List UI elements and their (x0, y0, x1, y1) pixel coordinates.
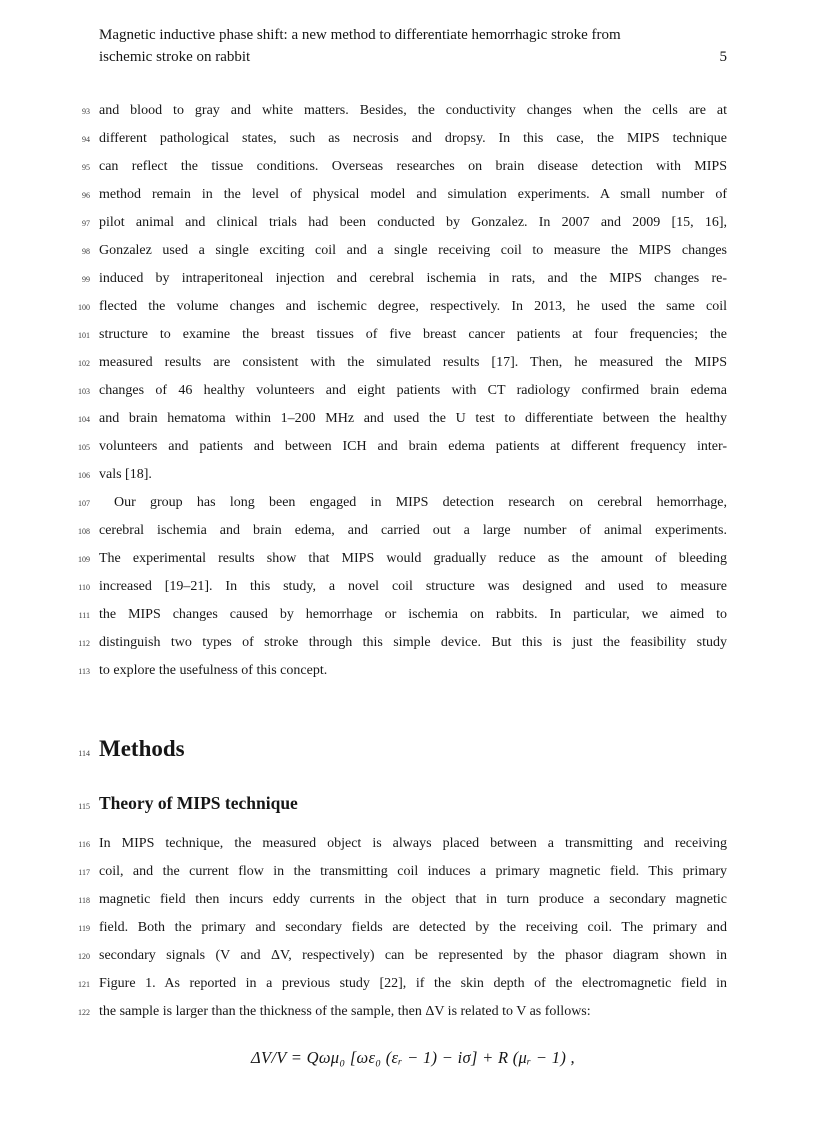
text-line (60, 517, 727, 545)
line-text: magnetic field then incurs eddy currents in the object that in turn produce a secondary magnetic (99, 892, 727, 907)
text-line (60, 601, 727, 629)
text-line (60, 998, 727, 1026)
text-line (60, 125, 727, 153)
line-number: 101 (78, 331, 90, 340)
line-text: Our group has long been engaged in MIPS detection research on cerebral hemorrhage, (114, 495, 727, 510)
text-line (60, 293, 727, 321)
text-line (60, 265, 727, 293)
line-text: can reflect the tissue conditions. Overseas researches on brain disease detection with MIPS (99, 159, 727, 174)
text-line (60, 433, 727, 461)
line-number: 118 (78, 896, 90, 905)
line-text: method remain in the level of physical model and simulation experiments. A small number of (99, 187, 727, 202)
line-number: 99 (82, 275, 90, 284)
text-line (60, 461, 727, 489)
text-line (60, 914, 727, 942)
line-text: coil, and the current flow in the transmitting coil induces a primary magnetic field. This primary (99, 864, 727, 879)
line-text: measured results are consistent with the simulated results [17]. Then, he measured the MIPS (99, 355, 727, 370)
line-number: 122 (78, 1008, 90, 1017)
line-text: In MIPS technique, the measured object is always placed between a transmitting and receiving (99, 836, 727, 851)
page-number: 5 (719, 49, 727, 65)
line-number: 119 (78, 924, 90, 933)
text-line (60, 573, 727, 601)
subsection-heading (60, 789, 727, 817)
line-number: 113 (78, 667, 90, 676)
text-line (60, 405, 727, 433)
line-number: 114 (78, 749, 90, 758)
text-line (60, 181, 727, 209)
text-line (60, 237, 727, 265)
heading-text: Methods (99, 736, 185, 761)
line-number: 93 (82, 107, 90, 116)
line-number: 107 (78, 499, 90, 508)
line-text: Figure 1. As reported in a previous study [22], if the skin depth of the electromagnetic field in (99, 976, 727, 991)
document-body (60, 97, 727, 1074)
line-text: and blood to gray and white matters. Besides, the conductivity changes when the cells are at (99, 103, 727, 118)
line-number: 117 (78, 868, 90, 877)
line-text: the sample is larger than the thickness of the sample, then ΔV is related to V as follows: (99, 1004, 591, 1019)
text-line (60, 858, 727, 886)
line-number: 94 (82, 135, 90, 144)
line-number: 115 (78, 802, 90, 811)
line-text: volunteers and patients and between ICH and brain edema patients at different frequency inter- (99, 439, 727, 454)
text-line (60, 97, 727, 125)
text-line (60, 545, 727, 573)
line-text: structure to examine the breast tissues of five breast cancer patients at four frequencies; the (99, 327, 727, 342)
line-number: 104 (78, 415, 90, 424)
running-header (99, 24, 727, 68)
line-number: 95 (82, 163, 90, 172)
line-text: different pathological states, such as necrosis and dropsy. In this case, the MIPS technique (99, 131, 727, 146)
line-text: the MIPS changes caused by hemorrhage or ischemia on rabbits. In particular, we aimed to (99, 607, 727, 622)
line-text: to explore the usefulness of this concept. (99, 663, 328, 678)
line-text: distinguish two types of stroke through this simple device. But this is just the feasibility study (99, 635, 727, 650)
line-text: increased [19–21]. In this study, a novel coil structure was designed and used to measure (99, 579, 727, 594)
running-title-line-2: ischemic stroke on rabbit (99, 49, 251, 65)
line-number: 111 (78, 611, 90, 620)
line-number: 110 (78, 583, 90, 592)
line-text: pilot animal and clinical trials had been conducted by Gonzalez. In 2007 and 2009 [15, 16], (99, 215, 727, 230)
line-text: vals [18]. (99, 467, 152, 482)
paragraph (60, 97, 727, 489)
line-number: 109 (78, 555, 90, 564)
line-text: flected the volume changes and ischemic degree, respectively. In 2013, he used the same coil (99, 299, 727, 314)
line-number: 108 (78, 527, 90, 536)
line-text: secondary signals (V and ΔV, respectively) can be represented by the phasor diagram shown in (99, 948, 727, 963)
line-text: field. Both the primary and secondary fields are detected by the receiving coil. The primary and (99, 920, 727, 935)
line-number: 100 (78, 303, 90, 312)
line-number: 121 (78, 980, 90, 989)
line-number: 97 (82, 219, 90, 228)
line-number: 96 (82, 191, 90, 200)
running-title-line-1: Magnetic inductive phase shift: a new method to differentiate hemorrhagic stroke from (99, 27, 621, 43)
text-line (60, 153, 727, 181)
line-number: 98 (82, 247, 90, 256)
line-text: induced by intraperitoneal injection and cerebral ischemia in rats, and the MIPS changes re- (99, 271, 727, 286)
line-text: and brain hematoma within 1–200 MHz and used the U test to differentiate between the healthy (99, 411, 727, 426)
line-number: 120 (78, 952, 90, 961)
text-line (60, 349, 727, 377)
text-line (60, 377, 727, 405)
text-line (60, 830, 727, 858)
text-line (60, 489, 727, 517)
line-text: changes of 46 healthy volunteers and eight patients with CT radiology confirmed brain edema (99, 383, 727, 398)
section-heading (60, 731, 727, 767)
text-line (60, 209, 727, 237)
text-line (60, 657, 727, 685)
line-text: cerebral ischemia and brain edema, and carried out a large number of animal experiments. (99, 523, 727, 538)
paragraph (60, 489, 727, 685)
text-line (60, 970, 727, 998)
line-number: 106 (78, 471, 90, 480)
line-text: Gonzalez used a single exciting coil and a single receiving coil to measure the MIPS changes (99, 243, 727, 258)
text-line (60, 942, 727, 970)
text-line (60, 321, 727, 349)
text-line (60, 629, 727, 657)
running-title (99, 24, 621, 68)
line-number: 102 (78, 359, 90, 368)
line-text: The experimental results show that MIPS would gradually reduce as the amount of bleeding (99, 551, 727, 566)
line-number: 116 (78, 840, 90, 849)
text-line (60, 886, 727, 914)
equation (60, 1042, 727, 1074)
line-number: 112 (78, 639, 90, 648)
heading-text: Theory of MIPS technique (99, 793, 298, 813)
equation-text: ΔV/V = Qωμ₀ [ωε₀ (εᵣ − 1) − iσ] + R (μᵣ − 1) , (251, 1048, 575, 1067)
line-number: 103 (78, 387, 90, 396)
line-number: 105 (78, 443, 90, 452)
paragraph (60, 830, 727, 1026)
